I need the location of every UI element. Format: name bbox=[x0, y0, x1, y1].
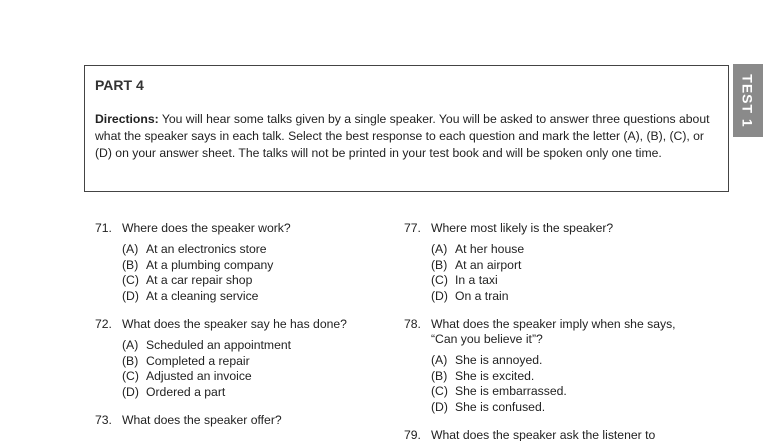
question-item bbox=[95, 413, 395, 428]
option-letter: (C) bbox=[431, 384, 448, 398]
question-stem: What does the speaker ask the listener to bbox=[431, 428, 656, 441]
question-stem: Where most likely is the speaker? bbox=[431, 221, 614, 235]
question-stem: What does the speaker say he has done? bbox=[122, 317, 347, 331]
option-letter: (D) bbox=[431, 288, 448, 303]
option-letter: (B) bbox=[431, 368, 448, 383]
option-text: Completed a repair bbox=[146, 353, 250, 368]
option-text: At a car repair shop bbox=[146, 273, 253, 287]
question-item bbox=[95, 317, 395, 400]
answer-option bbox=[431, 353, 704, 369]
option-letter: (A) bbox=[431, 353, 448, 367]
option-letter: (A) bbox=[122, 242, 139, 256]
question-item bbox=[404, 221, 704, 304]
option-text: She is excited. bbox=[455, 368, 535, 383]
option-letter: (B) bbox=[122, 257, 139, 272]
answer-option bbox=[122, 385, 395, 401]
answer-option bbox=[431, 258, 704, 274]
question-item bbox=[404, 428, 704, 441]
question-item bbox=[95, 221, 395, 304]
option-letter: (D) bbox=[122, 384, 139, 399]
option-letter: (D) bbox=[431, 399, 448, 414]
directions-text: You will hear some talks given by a single speaker. You will be asked to answer three questions about what the speaker says in each talk. Select the best response to each question and mark the letter (A), (B), (C), or (D) on your answer sheet. The talks will not be printed in your test book and will be spoken only one time. bbox=[95, 112, 710, 160]
answer-option bbox=[122, 242, 395, 258]
directions-paragraph bbox=[95, 111, 718, 162]
part-title: PART 4 bbox=[95, 77, 144, 93]
option-text: In a taxi bbox=[455, 273, 498, 287]
answer-option bbox=[431, 242, 704, 258]
answer-options bbox=[431, 242, 704, 304]
option-letter: (A) bbox=[122, 338, 139, 352]
right-question-column bbox=[404, 221, 704, 441]
question-stem: Where does the speaker work? bbox=[122, 221, 291, 235]
option-letter: (B) bbox=[431, 257, 448, 272]
left-question-column bbox=[95, 221, 395, 441]
test-side-tab bbox=[733, 64, 763, 137]
answer-option bbox=[122, 338, 395, 354]
answer-options bbox=[122, 338, 395, 400]
directions-label: Directions: bbox=[95, 112, 159, 126]
option-text: At a cleaning service bbox=[146, 288, 259, 303]
question-item bbox=[404, 317, 704, 415]
question-number: 79. bbox=[404, 428, 421, 441]
option-text: Adjusted an invoice bbox=[146, 369, 252, 383]
question-number: 73. bbox=[95, 413, 112, 427]
answer-option bbox=[122, 289, 395, 305]
question-number: 72. bbox=[95, 317, 112, 331]
answer-option bbox=[431, 369, 704, 385]
question-number: 77. bbox=[404, 221, 421, 235]
option-letter: (C) bbox=[122, 273, 139, 287]
option-text: She is confused. bbox=[455, 399, 546, 414]
answer-option bbox=[122, 354, 395, 370]
answer-option bbox=[122, 258, 395, 274]
answer-option bbox=[431, 289, 704, 305]
option-text: At an electronics store bbox=[146, 242, 267, 256]
option-letter: (A) bbox=[431, 242, 448, 256]
answer-options bbox=[431, 353, 704, 415]
answer-option bbox=[122, 273, 395, 289]
question-stem: What does the speaker offer? bbox=[122, 413, 282, 427]
question-number: 78. bbox=[404, 317, 421, 331]
option-text: She is annoyed. bbox=[455, 353, 543, 367]
option-text: At an airport bbox=[455, 257, 522, 272]
option-text: Ordered a part bbox=[146, 384, 226, 399]
answer-option bbox=[122, 369, 395, 385]
option-letter: (D) bbox=[122, 288, 139, 303]
question-stem: What does the speaker imply when she says, “Can you believe it”? bbox=[431, 317, 676, 346]
option-text: She is embarrassed. bbox=[455, 384, 567, 398]
answer-options bbox=[122, 242, 395, 304]
option-letter: (C) bbox=[431, 273, 448, 287]
option-letter: (C) bbox=[122, 369, 139, 383]
answer-option bbox=[431, 273, 704, 289]
option-text: At her house bbox=[455, 242, 525, 256]
option-text: On a train bbox=[455, 288, 509, 303]
option-text: Scheduled an appointment bbox=[146, 338, 292, 352]
question-number: 71. bbox=[95, 221, 112, 235]
answer-option bbox=[431, 400, 704, 416]
option-letter: (B) bbox=[122, 353, 139, 368]
answer-option bbox=[431, 384, 704, 400]
side-tab-label: TEST 1 bbox=[740, 73, 756, 128]
option-text: At a plumbing company bbox=[146, 257, 274, 272]
part-4-directions-box bbox=[84, 65, 729, 192]
